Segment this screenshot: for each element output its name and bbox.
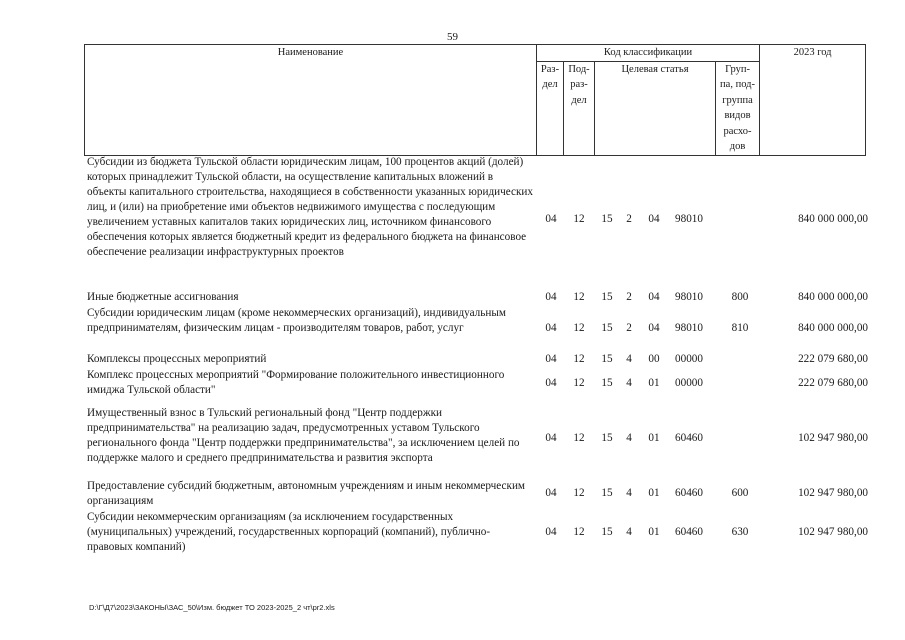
row-target-a: 15 bbox=[601, 487, 613, 499]
row-podrazdel: 12 bbox=[573, 432, 585, 444]
row-razdel: 04 bbox=[545, 432, 557, 444]
row-group: 810 bbox=[731, 322, 749, 334]
row-target-b: 2 bbox=[626, 322, 632, 334]
row-target-d: 60460 bbox=[675, 526, 703, 538]
file-path-footer: D:\Г\Д7\2023\ЗАКОНЫ\ЗАС_50\Изм. бюджет ТО 2023-2025_2 чт\pr2.xls bbox=[89, 603, 335, 612]
row-target-b: 4 bbox=[626, 487, 632, 499]
row-razdel: 04 bbox=[545, 377, 557, 389]
row-target-a: 15 bbox=[601, 377, 613, 389]
row-target-b: 2 bbox=[626, 213, 632, 225]
row-target-a: 15 bbox=[601, 322, 613, 334]
row-podrazdel: 12 bbox=[573, 526, 585, 538]
header-code: Код классификации bbox=[537, 45, 760, 62]
row-sum: 840 000 000,00 bbox=[798, 213, 868, 225]
row-sum: 222 079 680,00 bbox=[798, 377, 868, 389]
row-target-c: 01 bbox=[648, 526, 660, 538]
row-podrazdel: 12 bbox=[573, 322, 585, 334]
header-year: 2023 год bbox=[760, 45, 866, 156]
row-name: Субсидии некоммерческим организациям (за исключением государственных (муниципальных) учреждений, государственных корпораций (компаний), публично-правовых компаний) bbox=[87, 511, 491, 553]
row-podrazdel: 12 bbox=[573, 487, 585, 499]
row-podrazdel: 12 bbox=[573, 213, 585, 225]
row-name: Комплекс процессных мероприятий "Формирование положительного инвестиционного имиджа Тульской области" bbox=[87, 369, 505, 396]
row-group: 630 bbox=[731, 526, 749, 538]
row-target-b: 4 bbox=[626, 432, 632, 444]
row-razdel: 04 bbox=[545, 487, 557, 499]
row-target-a: 15 bbox=[601, 526, 613, 538]
header-target: Целевая статья bbox=[595, 61, 716, 155]
row-target-a: 15 bbox=[601, 291, 613, 303]
row-group: 600 bbox=[731, 487, 749, 499]
row-podrazdel: 12 bbox=[573, 291, 585, 303]
row-target-d: 00000 bbox=[675, 353, 703, 365]
row-sum: 840 000 000,00 bbox=[798, 291, 868, 303]
row-target-b: 2 bbox=[626, 291, 632, 303]
row-podrazdel: 12 bbox=[573, 377, 585, 389]
row-target-d: 60460 bbox=[675, 432, 703, 444]
row-target-a: 15 bbox=[601, 213, 613, 225]
row-razdel: 04 bbox=[545, 353, 557, 365]
row-name: Имущественный взнос в Тульский региональный фонд "Центр поддержки предпринимательства" на реализацию задач, предусмотренных уставом Тульского регионального фонда "Центр поддержки предпринимательства", за исключением целей по поддержке малого и среднего предпринимательства и развития экспорта bbox=[87, 407, 520, 464]
row-target-c: 01 bbox=[648, 432, 660, 444]
row-razdel: 04 bbox=[545, 213, 557, 225]
row-target-c: 00 bbox=[648, 353, 660, 365]
header-group: Груп- па, под- группа видов расхо- дов bbox=[716, 61, 760, 155]
row-name: Иные бюджетные ассигнования bbox=[87, 291, 239, 303]
row-target-c: 01 bbox=[648, 487, 660, 499]
row-sum: 102 947 980,00 bbox=[798, 487, 868, 499]
row-target-a: 15 bbox=[601, 432, 613, 444]
row-target-d: 98010 bbox=[675, 213, 703, 225]
row-target-c: 01 bbox=[648, 377, 660, 389]
row-target-c: 04 bbox=[648, 213, 660, 225]
row-target-d: 98010 bbox=[675, 291, 703, 303]
row-target-c: 04 bbox=[648, 322, 660, 334]
row-sum: 222 079 680,00 bbox=[798, 353, 868, 365]
row-sum: 840 000 000,00 bbox=[798, 322, 868, 334]
row-name: Предоставление субсидий бюджетным, автономным учреждениям и иным некоммерческим организациям bbox=[87, 480, 526, 507]
row-razdel: 04 bbox=[545, 322, 557, 334]
row-sum: 102 947 980,00 bbox=[798, 432, 868, 444]
row-target-b: 4 bbox=[626, 526, 632, 538]
row-target-b: 4 bbox=[626, 353, 632, 365]
row-target-d: 98010 bbox=[675, 322, 703, 334]
row-target-d: 00000 bbox=[675, 377, 703, 389]
row-name: Субсидии из бюджета Тульской области юридическим лицам, 100 процентов акций (долей) которых принадлежит Тульской области, на осуществление капитальных вложений в объекты капитального строительства, находящиеся в собственности указанных юридических лиц, и (или) на приобретение ими объектов недвижимого имущества с последующим увеличением уставных капиталов таких юридических лиц, источником финансового обеспечения которых является бюджетный кредит из федерального бюджета на финансовое обеспечение реализации инфраструктурных проектов bbox=[87, 156, 534, 258]
row-group: 800 bbox=[731, 291, 749, 303]
header-podrazdel: Под- раз- дел bbox=[564, 61, 595, 155]
header-razdel: Раз- дел bbox=[537, 61, 564, 155]
page-number: 59 bbox=[447, 31, 458, 43]
row-target-b: 4 bbox=[626, 377, 632, 389]
row-target-a: 15 bbox=[601, 353, 613, 365]
row-razdel: 04 bbox=[545, 291, 557, 303]
row-name: Субсидии юридическим лицам (кроме некоммерческих организаций), индивидуальным предпринимателям, физическим лицам - производителям товаров, работ, услуг bbox=[87, 307, 506, 334]
header-name: Наименование bbox=[85, 45, 537, 156]
row-name: Комплексы процессных мероприятий bbox=[87, 353, 267, 365]
row-razdel: 04 bbox=[545, 526, 557, 538]
row-sum: 102 947 980,00 bbox=[798, 526, 868, 538]
row-target-c: 04 bbox=[648, 291, 660, 303]
row-target-d: 60460 bbox=[675, 487, 703, 499]
row-podrazdel: 12 bbox=[573, 353, 585, 365]
